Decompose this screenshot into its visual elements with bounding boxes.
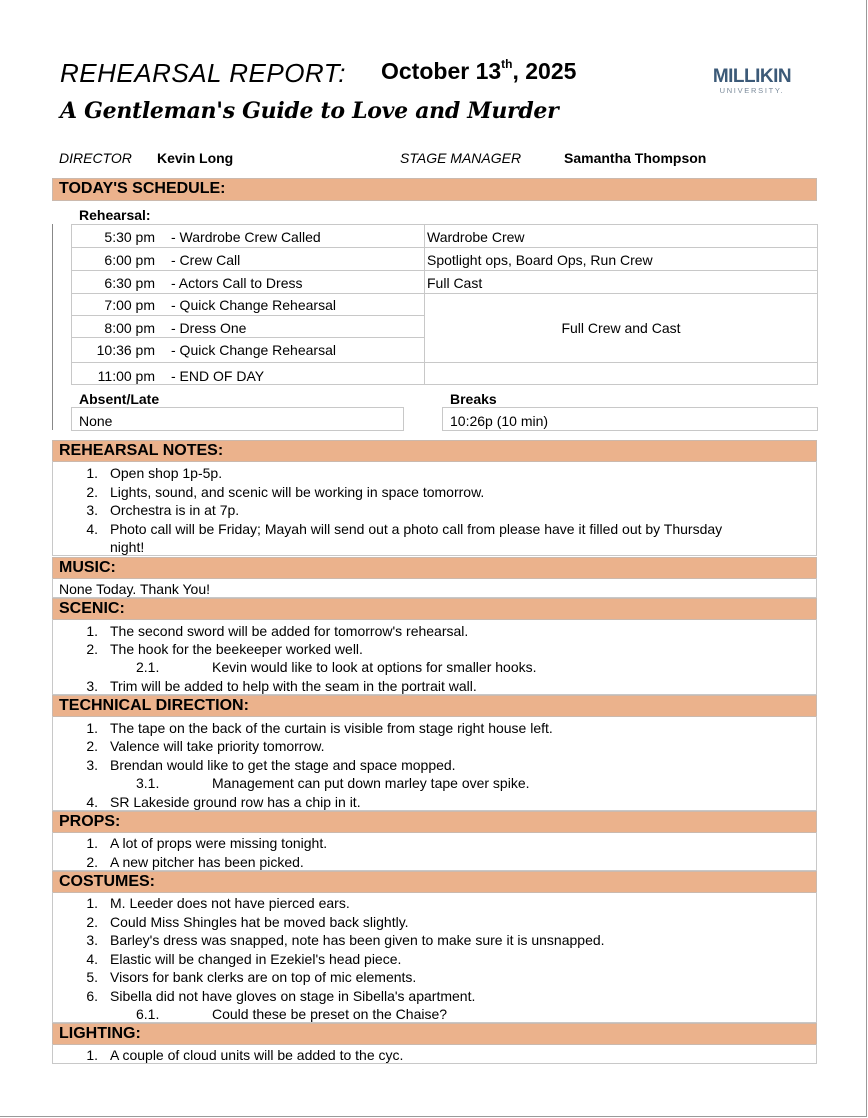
item-number: 1. bbox=[86, 465, 98, 481]
rehearsal-note-item-continued: night! bbox=[110, 539, 145, 555]
report-title: REHEARSAL REPORT: bbox=[60, 58, 346, 88]
item-number: 4. bbox=[86, 951, 98, 967]
schedule-called: Wardrobe Crew bbox=[427, 229, 525, 245]
millikin-logo: MILLIKIN UNIVERSITY. bbox=[712, 66, 792, 95]
absent-late-value: None bbox=[71, 407, 404, 431]
schedule-event: - Quick Change Rehearsal bbox=[171, 342, 336, 358]
costumes-item: Visors for bank clerks are on top of mic elements. bbox=[110, 969, 417, 985]
costumes-item: Elastic will be changed in Ezekiel's head piece. bbox=[110, 951, 402, 967]
schedule-time: 5:30 pm bbox=[104, 229, 155, 245]
rehearsal-notes-heading: REHEARSAL NOTES: bbox=[52, 440, 817, 462]
item-number: 4. bbox=[86, 521, 98, 537]
item-number: 1. bbox=[86, 835, 98, 851]
rehearsal-subheading: Rehearsal: bbox=[79, 207, 151, 223]
item-subnumber: 6.1. bbox=[136, 1006, 160, 1022]
breaks-label: Breaks bbox=[450, 391, 497, 407]
schedule-left-rule bbox=[52, 224, 53, 430]
scenic-item: The second sword will be added for tomorrow's rehearsal. bbox=[110, 623, 469, 639]
item-number: 2. bbox=[86, 641, 98, 657]
item-subnumber: 3.1. bbox=[136, 775, 160, 791]
item-number: 1. bbox=[86, 1047, 98, 1063]
item-number: 3. bbox=[86, 757, 98, 773]
schedule-event: - Crew Call bbox=[171, 252, 241, 268]
costumes-subitem: Could these be preset on the Chaise? bbox=[212, 1006, 448, 1022]
scenic-heading: SCENIC: bbox=[52, 598, 817, 620]
item-number: 1. bbox=[86, 623, 98, 639]
item-number: 2. bbox=[86, 738, 98, 754]
rehearsal-note-item: Lights, sound, and scenic will be working in space tomorrow. bbox=[110, 484, 485, 500]
schedule-time: 7:00 pm bbox=[104, 297, 155, 313]
stage-manager-name: Samantha Thompson bbox=[564, 150, 707, 166]
technical-item: SR Lakeside ground row has a chip in it. bbox=[110, 794, 361, 810]
director-name: Kevin Long bbox=[157, 150, 234, 166]
schedule-time: 8:00 pm bbox=[104, 320, 155, 336]
show-title: A Gentleman's Guide to Love and Murder bbox=[60, 98, 559, 124]
rehearsal-note-item: Photo call will be Friday; Mayah will send out a photo call from please have it filled out by Thursday bbox=[110, 521, 723, 537]
costumes-heading: COSTUMES: bbox=[52, 871, 817, 893]
costumes-item: M. Leeder does not have pierced ears. bbox=[110, 895, 350, 911]
schedule-called-cell bbox=[424, 270, 818, 294]
scenic-subitem: Kevin would like to look at options for smaller hooks. bbox=[212, 659, 537, 675]
report-date: October 13th, 2025 bbox=[381, 57, 577, 84]
music-text: None Today. Thank You! bbox=[59, 581, 211, 597]
technical-direction-heading: TECHNICAL DIRECTION: bbox=[52, 695, 817, 717]
props-heading: PROPS: bbox=[52, 811, 817, 833]
item-number: 1. bbox=[86, 895, 98, 911]
schedule-event: - Actors Call to Dress bbox=[171, 275, 303, 291]
scenic-item: The hook for the beekeeper worked well. bbox=[110, 641, 363, 657]
breaks-value: 10:26p (10 min) bbox=[442, 407, 818, 431]
technical-item: The tape on the back of the curtain is visible from stage right house left. bbox=[110, 720, 553, 736]
item-number: 4. bbox=[86, 794, 98, 810]
schedule-event: - END OF DAY bbox=[171, 368, 265, 384]
item-number: 2. bbox=[86, 854, 98, 870]
item-number: 1. bbox=[86, 720, 98, 736]
schedule-time: 10:36 pm bbox=[96, 342, 155, 358]
absent-late-label: Absent/Late bbox=[79, 391, 160, 407]
schedule-event: - Dress One bbox=[171, 320, 247, 336]
schedule-time: 11:00 pm bbox=[97, 368, 155, 384]
schedule-time: 6:30 pm bbox=[104, 275, 155, 291]
props-item: A lot of props were missing tonight. bbox=[110, 835, 328, 851]
schedule-called-cell bbox=[424, 362, 818, 385]
rehearsal-note-item: Orchestra is in at 7p. bbox=[110, 502, 240, 518]
lighting-heading: LIGHTING: bbox=[52, 1023, 817, 1045]
technical-item: Brendan would like to get the stage and space mopped. bbox=[110, 757, 456, 773]
music-heading: MUSIC: bbox=[52, 557, 817, 579]
schedule-event: - Quick Change Rehearsal bbox=[171, 297, 336, 313]
stage-manager-label: STAGE MANAGER bbox=[400, 150, 522, 166]
costumes-item: Could Miss Shingles hat be moved back slightly. bbox=[110, 914, 409, 930]
technical-subitem: Management can put down marley tape over spike. bbox=[212, 775, 530, 791]
schedule-called: Full Cast bbox=[427, 275, 483, 291]
schedule-time: 6:00 pm bbox=[104, 252, 155, 268]
item-number: 6. bbox=[86, 988, 98, 1004]
item-number: 2. bbox=[86, 484, 98, 500]
item-number: 3. bbox=[86, 932, 98, 948]
technical-item: Valence will take priority tomorrow. bbox=[110, 738, 325, 754]
item-subnumber: 2.1. bbox=[136, 659, 160, 675]
costumes-item: Sibella did not have gloves on stage in Sibella's apartment. bbox=[110, 988, 476, 1004]
schedule-called-merged-text: Full Crew and Cast bbox=[561, 320, 681, 336]
lighting-item: A couple of cloud units will be added to the cyc. bbox=[110, 1047, 404, 1063]
item-number: 3. bbox=[86, 678, 98, 694]
costumes-item: Barley's dress was snapped, note has been given to make sure it is unsnapped. bbox=[110, 932, 605, 948]
schedule-heading: TODAY'S SCHEDULE: bbox=[52, 178, 817, 201]
item-number: 3. bbox=[86, 502, 98, 518]
schedule-called: Spotlight ops, Board Ops, Run Crew bbox=[427, 252, 653, 268]
item-number: 5. bbox=[86, 969, 98, 985]
rehearsal-note-item: Open shop 1p-5p. bbox=[110, 465, 223, 481]
scenic-item: Trim will be added to help with the seam in the portrait wall. bbox=[110, 678, 477, 694]
director-label: DIRECTOR bbox=[59, 150, 132, 166]
props-item: A new pitcher has been picked. bbox=[110, 854, 304, 870]
item-number: 2. bbox=[86, 914, 98, 930]
schedule-event: - Wardrobe Crew Called bbox=[171, 229, 321, 245]
